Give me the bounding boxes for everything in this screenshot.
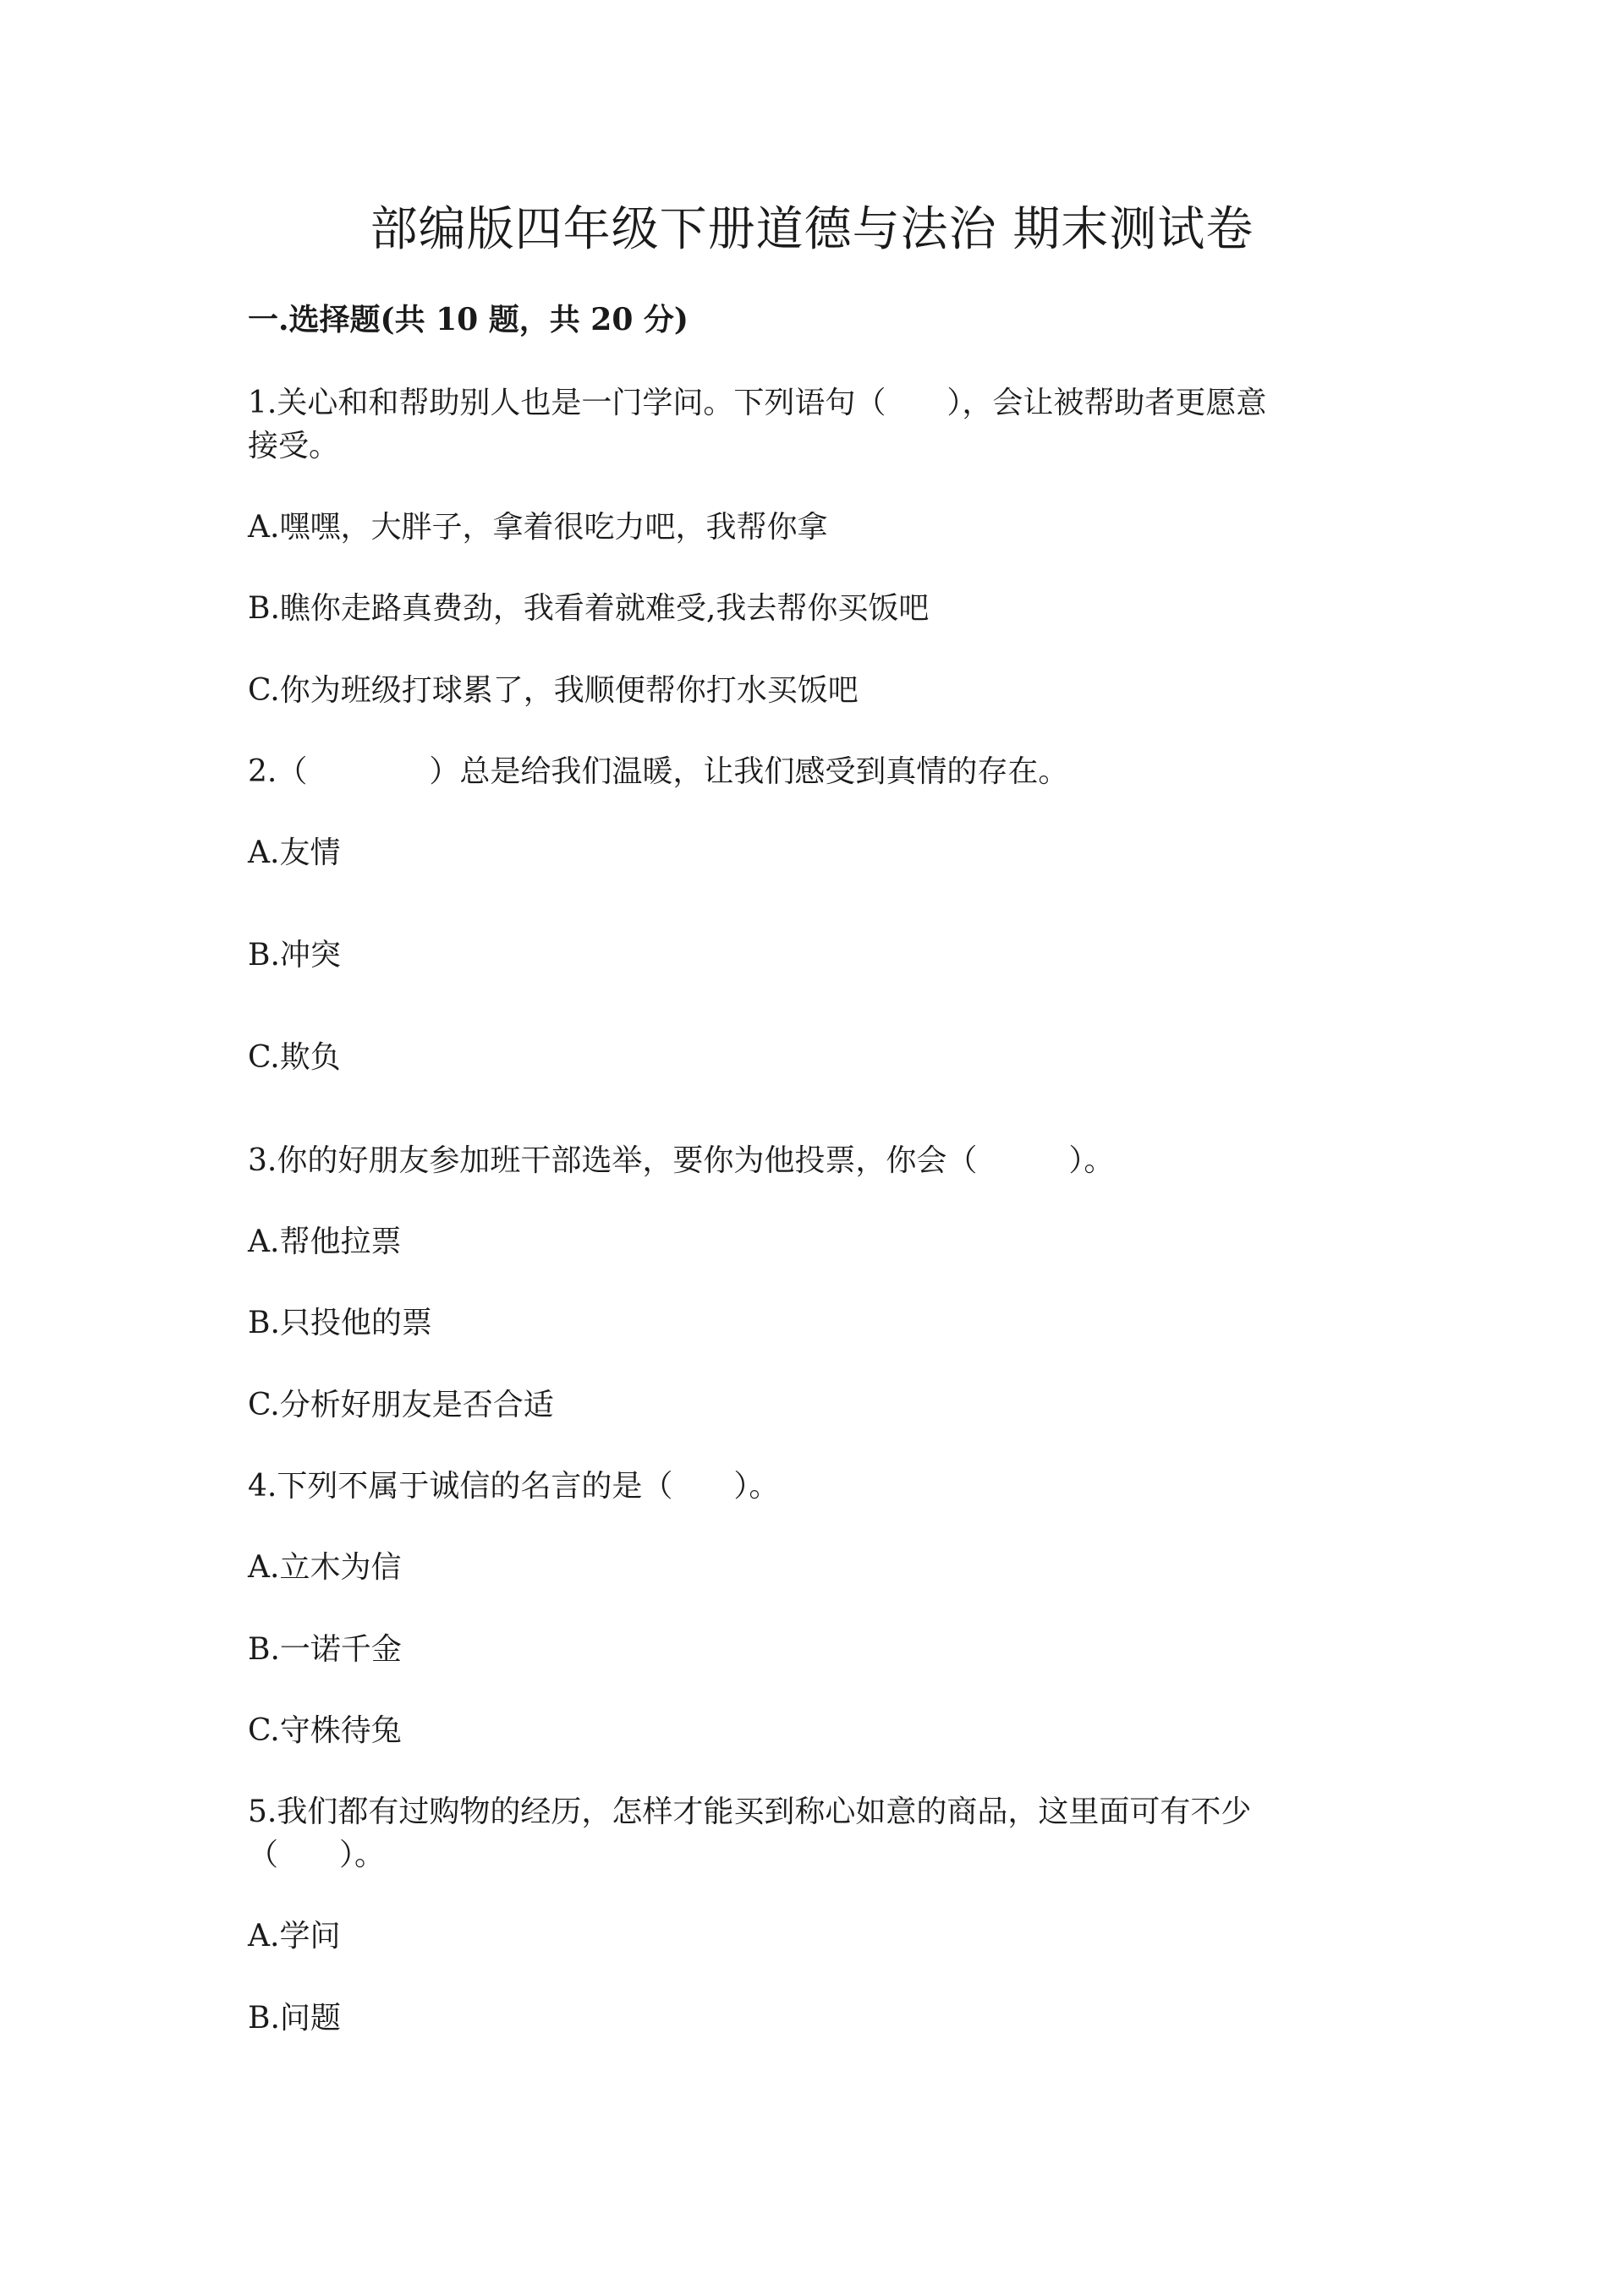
question-5-stem-line-2: （ ）。: [248, 1838, 386, 1872]
question-1-stem-line-2: 接受。: [248, 429, 340, 463]
question-1-option-a: A.嘿嘿，大胖子，拿着很吃力吧，我帮你拿: [248, 510, 828, 545]
question-3-option-a: A.帮他拉票: [248, 1225, 402, 1259]
question-4-stem: 4.下列不属于诚信的名言的是（ ）。: [248, 1469, 780, 1504]
question-4-option-b: B.一诺千金: [248, 1632, 402, 1667]
question-3-option-c: C.分析好朋友是否合适: [248, 1388, 554, 1422]
question-5-stem-line-1: 5.我们都有过购物的经历，怎样才能买到称心如意的商品，这里面可有不少: [248, 1795, 1252, 1829]
page-title: 部编版四年级下册道德与法治 期末测试卷: [370, 202, 1254, 257]
question-2-stem: 2.（ ）总是给我们温暖，让我们感受到真情的存在。: [248, 754, 1069, 789]
question-2-option-c: C.欺负: [248, 1040, 341, 1075]
question-2-option-b: B.冲突: [248, 938, 341, 973]
section-heading: 一.选择题(共 10 题，共 20 分): [248, 302, 689, 337]
question-5-option-b: B.问题: [248, 2001, 341, 2036]
question-1-option-b: B.瞧你走路真费劲，我看着就难受,我去帮你买饭吧: [248, 591, 930, 626]
question-5-option-a: A.学问: [248, 1919, 341, 1954]
question-1-stem-line-1: 1.关心和和帮助别人也是一门学问。下列语句（ ），会让被帮助者更愿意: [248, 386, 1267, 420]
question-1-option-c: C.你为班级打球累了，我顺便帮你打水买饭吧: [248, 673, 859, 708]
question-3-option-b: B.只投他的票: [248, 1306, 432, 1340]
question-4-option-c: C.守株待兔: [248, 1713, 402, 1748]
question-4-option-a: A.立木为信: [248, 1550, 402, 1585]
question-3-stem: 3.你的好朋友参加班干部选举，要你为他投票，你会（ ）。: [248, 1143, 1115, 1178]
question-2-option-a: A.友情: [248, 836, 341, 870]
